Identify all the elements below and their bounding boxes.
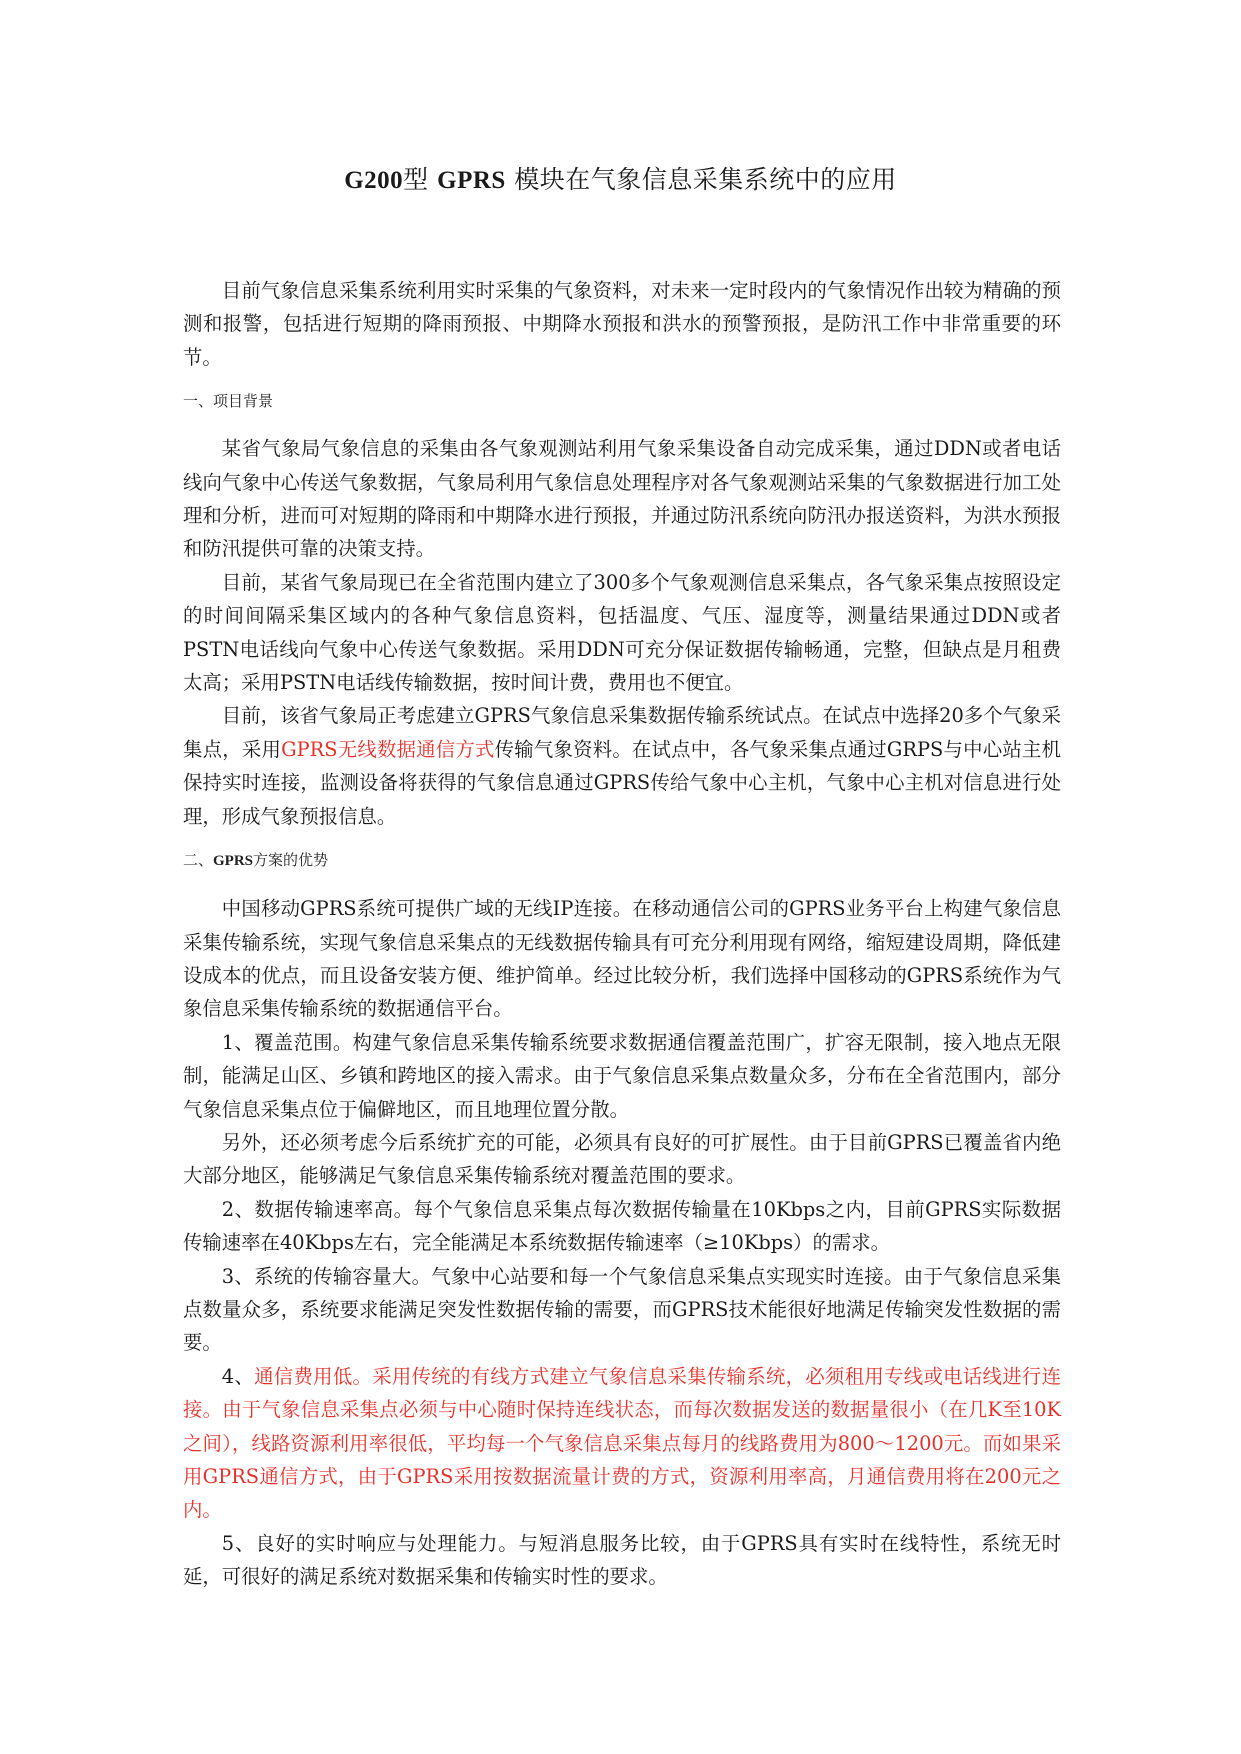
advantage-coverage: 1、覆盖范围。构建气象信息采集传输系统要求数据通信覆盖范围广，扩容无限制，接入地点无限制，能满足山区、乡镇和跨地区的接入需求。由于气象信息采集点数量众多，分布在全省范围内，部分气象信息采集点位于偏僻地区，而且地理位置分散。 <box>183 1030 1061 1121</box>
document-title <box>0 163 1241 198</box>
section-heading-advantages <box>183 849 1061 872</box>
heading2-gprs: GPRS <box>213 853 254 870</box>
advantage-realtime: 5、良好的实时响应与处理能力。与短消息服务比较，由于GPRS具有实时在线特性，系统无时延，可很好的满足系统对数据采集和传输实时性的要求。 <box>183 1531 1061 1589</box>
advantages-paragraph-1: 中国移动GPRS系统可提供广域的无线IP连接。在移动通信公司的GPRS业务平台上构建气象信息采集传输系统，实现气象信息采集点的无线数据传输具有可充分利用现有网络，缩短建设周期，降低建设成本的优点，而且设备安装方便、维护简单。经过比较分析，我们选择中国移动的GPRS系统作为气象信息采集传输系统的数据通信平台。 <box>183 897 1061 1021</box>
advantage-cost-number: 4、 <box>221 1364 255 1388</box>
title-model: G200 <box>344 167 404 194</box>
document-body <box>183 274 1061 1594</box>
title-rest: 模块在气象信息采集系统中的应用 <box>514 165 897 194</box>
intro-paragraph: 目前气象信息采集系统利用实时采集的气象资料，对未来一定时段内的气象情况作出较为精确的预测和报警，包括进行短期的降雨预报、中期降水预报和洪水的预警预报，是防汛工作中非常重要的环节。 <box>183 279 1061 369</box>
background-paragraph-2: 目前，某省气象局现已在全省范围内建立了300多个气象观测信息采集点，各气象采集点按照设定的时间间隔采集区域内的各种气象信息资料，包括温度、气压、湿度等，测量结果通过DDN或者PSTN电话线向气象中心传送气象数据。采用DDN可充分保证数据传输畅通，完整，但缺点是月租费太高；采用PSTN电话线传输数据，按时间计费，费用也不便宜。 <box>183 570 1061 695</box>
heading2-prefix: 二、 <box>183 851 214 870</box>
background-paragraph-3 <box>183 699 1061 833</box>
background-p3-text-b: 传输气象资料。在试点中，各气象采集点通过GRPS与中心站主机保持实时连接，监测设备将获得的气象信息通过GPRS传给气象中心主机，气象中心主机对信息进行处理，形成气象预报信息。 <box>183 737 1062 828</box>
background-p3-text-a: 目前，该省气象局正考虑建立GPRS气象信息采集数据传输系统试点。在试点中选择20多个气象采集点，采用 <box>183 704 1061 761</box>
advantage-cost <box>183 1360 1061 1527</box>
background-paragraph-1: 某省气象局气象信息的采集由各气象观测站利用气象采集设备自动完成采集，通过DDN或者电话线向气象中心传送气象数据，气象局利用气象信息处理程序对各气象观测站采集的气象数据进行加工处理和分析，进而可对短期的降雨和中期降水进行预报，并通过防汛系统向防汛办报送资料，为洪水预报和防汛提供可靠的决策支持。 <box>183 437 1061 561</box>
highlight-cost-text: 通信费用低。采用传统的有线方式建立气象信息采集传输系统，必须租用专线或电话线进行连接。由于气象信息采集点必须与中心随时保持连线状态，而每次数据发送的数据量很小（在几K至10K之间），线路资源利用率很低，平均每一个气象信息采集点每月的线路费用为800～1200元。而如果采用GPRS通信方式，由于GPRS采用按数据流量计费的方式，资源利用率高，月通信费用将在200元之内。 <box>183 1364 1061 1522</box>
title-gprs: GPRS <box>437 167 506 194</box>
advantage-speed: 2、数据传输速率高。每个气象信息采集点每次数据传输量在10Kbps之内，目前GPRS实际数据传输速率在40Kbps左右，完全能满足本系统数据传输速率（≥10Kbps）的需求。 <box>183 1197 1061 1255</box>
heading2-suffix: 方案的优势 <box>253 851 329 870</box>
advantage-scalability: 另外，还必须考虑今后系统扩充的可能，必须具有良好的可扩展性。由于目前GPRS已覆盖省内绝大部分地区，能够满足气象信息采集传输系统对覆盖范围的要求。 <box>183 1130 1061 1188</box>
advantage-capacity: 3、系统的传输容量大。气象中心站要和每一个气象信息采集点实现实时连接。由于气象信息采集点数量众多，系统要求能满足突发性数据传输的需要，而GPRS技术能很好地满足传输突发性数据的需要。 <box>183 1264 1061 1355</box>
highlight-gprs-wireless: GPRS无线数据通信方式 <box>281 737 495 761</box>
section-heading-background: 一、项目背景 <box>183 392 274 411</box>
title-char: 型 <box>403 165 429 194</box>
